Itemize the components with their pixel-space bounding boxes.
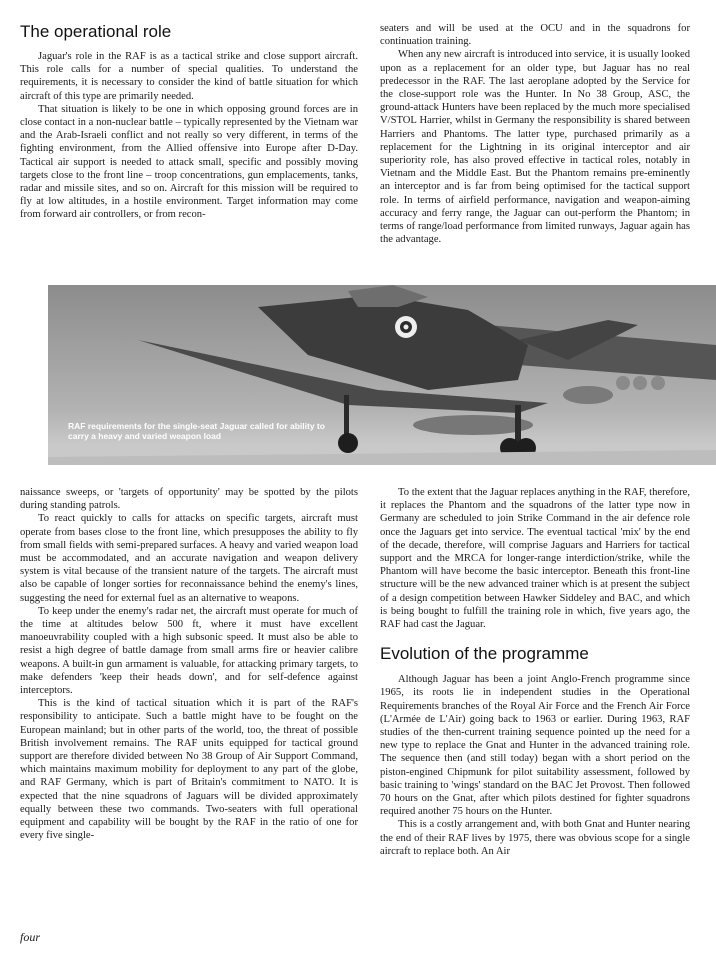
- paragraph: When any new aircraft is introduced into service, it is usually looked upon as a replacement for an older type, but Jaguar has no real predecessor in the RAF. The last aeroplane adopted by the Service for the close-support role was the Hunter. In No 38 Group, ASC, the ground-attack Hunters have been replaced by the much more specialised V/STOL Harrier, whilst in Germany the responsibility is shared between Harriers and Phantoms. The latter type, purchased primarily as a replacement for the Lightning in its original interceptor and air superiority role, has also proved effective in tactical roles, notably in Vietnam and the Middle East. But the Phantom remains pre-eminently an interceptor and is far from being optimised for the tactical support role. In terms of airfield performance, navigation and weapon-aiming accuracy and ferry range, the Jaguar can out-perform the Phantom; in terms of range/load performance from limited runways, Jaguar again has the advantage.: [380, 49, 690, 246]
- paragraph: To the extent that the Jaguar replaces anything in the RAF, therefore, it replaces the Phantom and the squadrons of the latter type now in Germany are scheduled to join Strike Command in the air defence role once the Jaguars get into service. The eventual tactical 'mix' by the end of the decade, therefore, will comprise Jaguars and Harriers for tactical support and the MRCA for longer-range interdiction/strike, while the Phantom will have become the basic interceptor. Beneath this front-line structure will be the new advanced trainer which is at present the subject of a design competition between Hawker Siddeley and BAC, and which is being bought to fulfill the training role in which, five years ago, the RAF had cast the Jaguar.: [380, 487, 690, 631]
- top-left-column: [20, 50, 358, 222]
- paragraph: To react quickly to calls for attacks on specific targets, aircraft must operate from bases close to the front line, which presupposes the ability to fly from small fields with semi-prepared surfaces. A heavy and varied weapon load must be accommodated, and an accurate navigation and weapon delivery system is vital because of the transient nature of the targets. The aircraft must also be capable of longer sorties for reconnaissance behind the enemy's lines, suggesting the need for external fuel as an alternative to weapons.: [20, 513, 358, 604]
- paragraph: That situation is likely to be one in which opposing ground forces are in close contact in a non-nuclear battle – typically represented by the Vietnam war and the Arab-Israeli conflict and not really so very different, in terms of the fighting environment, from the Allied offensive into Europe after D-Day. Tactical air support is needed to attack small, specific and possibly moving targets close to the front line – troop concentrations, gun emplacements, tanks, radar and missile sites, and so on. Aircraft for this mission will be required to fly at low altitudes, in a hostile environment. Target information may come from forward air controllers, or from recon-: [20, 103, 358, 221]
- section-heading-evolution: Evolution of the programme: [380, 644, 589, 664]
- section-heading-operational-role: The operational role: [20, 22, 172, 41]
- bottom-right-column: [380, 486, 690, 858]
- photo-caption: RAF requirements for the single-seat Jaguar called for ability to carry a heavy and varied weapon load: [68, 421, 325, 441]
- paragraph: This is a costly arrangement and, with both Gnat and Hunter nearing the end of their RAF lives by 1975, there was obvious scope for a single aircraft to replace both. An Air: [380, 819, 690, 857]
- top-right-column: [380, 22, 690, 246]
- bottom-left-column: [20, 486, 358, 842]
- paragraph: seaters and will be used at the OCU and in the squadrons for continuation training.: [380, 23, 690, 48]
- paragraph: naissance sweeps, or 'targets of opportunity' may be spotted by the pilots during standing patrols.: [20, 487, 358, 512]
- page-number: four: [20, 930, 41, 944]
- jaguar-aircraft-photo: [48, 285, 716, 465]
- paragraph: Jaguar's role in the RAF is as a tactical strike and close support aircraft. This role calls for a number of special qualities. To understand the requirements, it is necessary to consider the kind of battle situation for which aircraft of this type are primarily needed.: [20, 51, 358, 102]
- paragraph: To keep under the enemy's radar net, the aircraft must operate for much of the time at altitudes below 500 ft, where it must have excellent manoeuvrability coupled with a high subsonic speed. It must also be able to resist a high degree of battle damage from small arms fire or heavier calibre weapons. A built-in gun armament is valuable, for attacking primary targets, to make defenders 'keep their heads down', and for self-defence against interceptors.: [20, 605, 358, 697]
- paragraph: This is the kind of tactical situation which it is part of the RAF's responsibility to anticipate. Such a battle might have to be fought on the European mainland; but in other parts of the world, too, the threat of possible British involvement remains. The RAF units equipped for tactical ground support are therefore divided between No 38 Group of Air Support Command, which maintains maximum mobility for deployment to any part of the globe, and RAF Germany, which is part of Britain's commitment to NATO. It is expected that the nine squadrons of Jaguars will be divided approximately equally between these two commands. Two-seaters with full operational equipment and capability will be bought by the RAF in the ratio of one for every five single-: [20, 698, 358, 842]
- paragraph: Although Jaguar has been a joint Anglo-French programme since 1965, its roots lie in independent studies in the Operational Requirements branches of the Royal Air Force and the French Air Force (L'Armée de L'Air) going back to 1963 or earlier. During 1963, RAF studies of the then-current training sequence pointed up the need for a new type to replace the Gnat and Hunter in the advanced training role. The sequence then (and still today) began with a short period on the piston-engined Chipmunk for pilot suitability assessment, followed by basic training to 'wings' standard on the BAC Jet Provost. Then followed 70 hours on the Gnat, after which pilots destined for fighter squadrons required another 75 hours on the Hunter.: [380, 674, 690, 818]
